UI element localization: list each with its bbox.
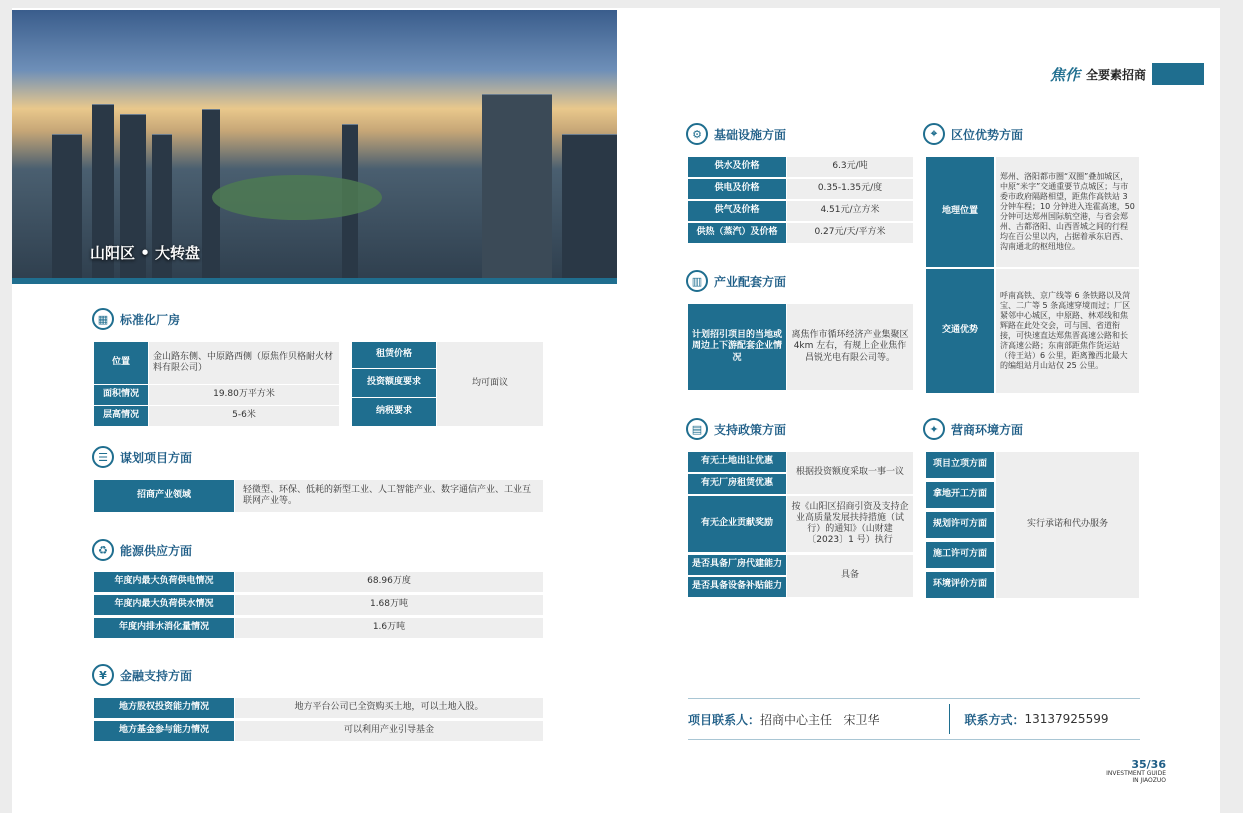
- location-pin-icon: ⌖: [923, 123, 945, 145]
- policy-row-label: 有无企业贡献奖励: [688, 496, 786, 552]
- location-label: 位置: [94, 342, 148, 384]
- section-title: 产业配套方面: [714, 274, 787, 289]
- infra-row-value: 0.35-1.35元/度: [787, 179, 913, 199]
- industry-value: 离焦作市循环经济产业集聚区 4km 左右，有规上企业焦作昌锐光电有限公司等。: [787, 304, 913, 390]
- infra-row-label: 供水及价格: [688, 157, 786, 177]
- finance-row-label: 地方基金参与能力情况: [94, 721, 234, 741]
- env-row-label: 施工许可方面: [926, 542, 994, 568]
- energy-row-value: 1.68万吨: [235, 595, 543, 615]
- document-icon: ▤: [686, 418, 708, 440]
- contact-person-label: 项目联系人：: [688, 712, 761, 727]
- policy-row-label: 有无厂房租赁优惠: [688, 474, 786, 494]
- money-icon: ¥: [92, 664, 114, 686]
- env-row-label: 拿地开工方面: [926, 482, 994, 508]
- traffic-label: 交通优势: [926, 269, 994, 393]
- section-energy: [92, 539, 192, 561]
- policy-row-label: 有无土地出让优惠: [688, 452, 786, 472]
- infra-row-value: 4.51元/立方米: [787, 201, 913, 221]
- industry-field-value: 轻微型、环保、低耗的新型工业、人工智能产业、数字通信产业、工业互联网产业等。: [235, 480, 543, 512]
- location-value: 金山路东侧、中原路西侧（原焦作贝格耐火材料有限公司）: [149, 342, 339, 384]
- section-title: 支持政策方面: [714, 422, 787, 437]
- energy-row-value: 68.96万度: [235, 572, 543, 592]
- infra-row-label: 供气及价格: [688, 201, 786, 221]
- energy-row-value: 1.6万吨: [235, 618, 543, 638]
- contact-phone-value: 13137925599: [1024, 712, 1109, 726]
- geo-value: 郑州、洛阳都市圈“双圈”叠加城区，中原“米字”交通重要节点城区；与市委市政府隔路相望，距焦作高铁站 3 分钟车程；10 分钟进入连霍高速，50 分钟可达郑州国际航空港，与省会郑州、古都洛阳、山西晋城之间的行程均在百公里以内，占据着承东启西、沟南通北的枢纽地位。: [996, 157, 1139, 267]
- area-value: 19.80万平方米: [149, 385, 339, 405]
- policy-value-2: 按《山阳区招商引资及支持企业高质量发展扶持措施（试行）的通知》（山财建〔2023〕1 号）执行: [787, 496, 913, 552]
- industry-field-label: 招商产业领域: [94, 480, 234, 512]
- section-title: 标准化厂房: [120, 312, 181, 327]
- left-page: [12, 8, 620, 813]
- area-label: 面积情况: [94, 385, 148, 405]
- section-industry: [686, 270, 786, 292]
- contact-bar: [688, 698, 1140, 740]
- energy-row-label: 年度内最大负荷供水情况: [94, 595, 234, 615]
- section-business-env: [923, 418, 1023, 440]
- industry-label: 计划招引项目的当地或周边上下游配套企业情况: [688, 304, 786, 390]
- brand-logo: [1050, 63, 1204, 85]
- section-infrastructure: [686, 123, 786, 145]
- infra-row-value: 6.3元/吨: [787, 157, 913, 177]
- rent-label: 租赁价格: [352, 342, 436, 368]
- section-finance: [92, 664, 192, 686]
- section-title: 能源供应方面: [120, 543, 193, 558]
- section-project-plan: [92, 446, 192, 468]
- photo-caption: 山阳区 • 大转盘: [90, 244, 201, 262]
- contact-person-value: 招商中心主任 宋卫华: [760, 712, 880, 727]
- infra-row-label: 供电及价格: [688, 179, 786, 199]
- logo-script: 焦作: [1050, 65, 1081, 84]
- section-title: 谋划项目方面: [120, 450, 193, 465]
- traffic-value: 呼南高铁、京广线等 6 条铁路以及菏宝、二广等 5 条高速穿境而过；厂区紧邻中心城区，中原路、林邓线和焦辉路在此处交会，可与国、省道衔接，可快速直达郑焦晋高速公路和长济高速公路；东南部距焦作货运站（待王站）6 公里，距离豫西北最大的编组站月山站仅 25 公里。: [996, 269, 1139, 393]
- chart-icon: ▥: [686, 270, 708, 292]
- section-policy: [686, 418, 786, 440]
- height-label: 层高情况: [94, 406, 148, 426]
- geo-label: 地理位置: [926, 157, 994, 267]
- energy-row-label: 年度内排水消化量情况: [94, 618, 234, 638]
- finance-row-value: 地方平台公司已全资购买土地，可以土地入股。: [235, 698, 543, 718]
- contact-divider: [949, 704, 950, 734]
- logo-text: 全要素招商: [1086, 67, 1147, 82]
- env-row-label: 环境评价方面: [926, 572, 994, 598]
- page-number-block: [1106, 759, 1166, 784]
- page-number: 35/36: [1131, 758, 1166, 771]
- section-standard-factory: [92, 308, 180, 330]
- tax-label: 纳税要求: [352, 398, 436, 426]
- recycle-icon: ♻: [92, 539, 114, 561]
- finance-row-value: 可以利用产业引导基金: [235, 721, 543, 741]
- section-title: 营商环境方面: [951, 422, 1024, 437]
- handshake-icon: ✦: [923, 418, 945, 440]
- section-title: 金融支持方面: [120, 668, 193, 683]
- footer-en-2: IN JIAOZUO: [1132, 776, 1166, 784]
- tools-icon: ⚙: [686, 123, 708, 145]
- height-value: 5-6米: [149, 406, 339, 426]
- env-row-label: 项目立项方面: [926, 452, 994, 478]
- plan-icon: ☰: [92, 446, 114, 468]
- section-title: 基础设施方面: [714, 127, 787, 142]
- invest-label: 投资额度要求: [352, 369, 436, 397]
- logo-bar: [1152, 63, 1204, 85]
- negotiable-value: 均可面议: [437, 342, 543, 426]
- factory-icon: ▦: [92, 308, 114, 330]
- policy-value-3: 具备: [787, 555, 913, 597]
- city-photo: [12, 10, 617, 284]
- infra-row-label: 供热（蒸汽）及价格: [688, 223, 786, 243]
- energy-row-label: 年度内最大负荷供电情况: [94, 572, 234, 592]
- finance-row-label: 地方股权投资能力情况: [94, 698, 234, 718]
- section-location: [923, 123, 1023, 145]
- contact-phone-label: 联系方式：: [964, 712, 1025, 727]
- section-title: 区位优势方面: [951, 127, 1024, 142]
- policy-value-1: 根据投资额度采取一事一议: [787, 452, 913, 494]
- policy-row-label: 是否具备设备补贴能力: [688, 577, 786, 597]
- infra-row-value: 0.27元/天/平方米: [787, 223, 913, 243]
- env-row-label: 规划许可方面: [926, 512, 994, 538]
- footer-en-1: INVESTMENT GUIDE: [1106, 770, 1166, 778]
- policy-row-label: 是否具备厂房代建能力: [688, 555, 786, 575]
- env-value: 实行承诺和代办服务: [996, 452, 1139, 598]
- right-page: [620, 8, 1220, 813]
